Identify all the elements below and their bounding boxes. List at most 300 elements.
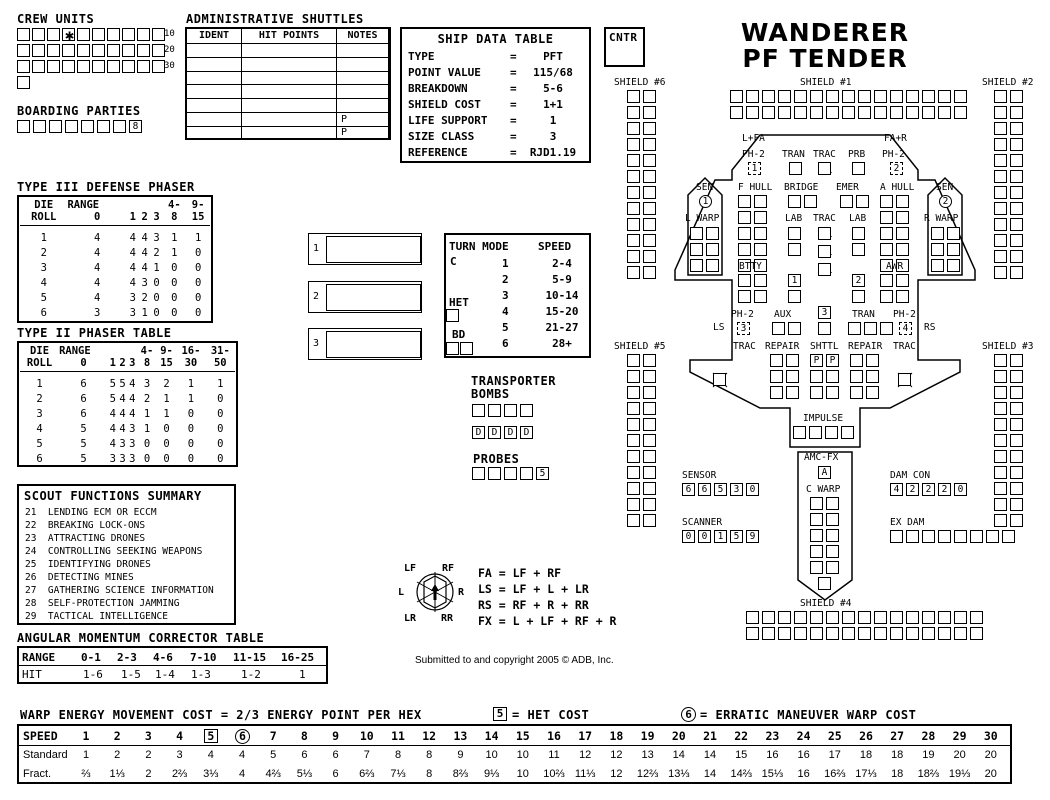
l-warp-box[interactable] xyxy=(690,243,703,256)
shield-1-box[interactable] xyxy=(922,106,935,119)
shield-5-box[interactable] xyxy=(643,482,656,495)
shield-2-box[interactable] xyxy=(994,186,1007,199)
shield-1-box[interactable] xyxy=(778,90,791,103)
sensor-box-left[interactable]: 1 xyxy=(699,195,712,208)
shuttle-note[interactable] xyxy=(337,71,389,85)
shield-4-box[interactable] xyxy=(842,611,855,624)
shield-2-box[interactable] xyxy=(1010,122,1023,135)
repair-box[interactable] xyxy=(850,386,863,399)
shield-3-box[interactable] xyxy=(1010,498,1023,511)
shield-1-box[interactable] xyxy=(730,90,743,103)
shield-5-box[interactable] xyxy=(627,386,640,399)
shield-2-box[interactable] xyxy=(994,218,1007,231)
c-warp-box[interactable] xyxy=(826,513,839,526)
sensor-track-box[interactable]: 6 xyxy=(682,483,695,496)
emer-box[interactable] xyxy=(856,195,869,208)
f-hull-box[interactable] xyxy=(738,195,751,208)
shield-1-box[interactable] xyxy=(938,90,951,103)
impulse-box[interactable] xyxy=(825,426,838,439)
shield-4-box[interactable] xyxy=(794,627,807,640)
shield-5-box[interactable] xyxy=(643,402,656,415)
shield-5-box[interactable] xyxy=(627,370,640,383)
shield-2-box[interactable] xyxy=(1010,170,1023,183)
awr-box[interactable] xyxy=(880,274,893,287)
shield-2-box[interactable] xyxy=(994,266,1007,279)
sensor-track-box[interactable]: 0 xyxy=(746,483,759,496)
probe-box[interactable] xyxy=(472,467,485,480)
shield-1-box[interactable] xyxy=(890,106,903,119)
shield-2-box[interactable] xyxy=(1010,250,1023,263)
l-warp-box[interactable] xyxy=(706,227,719,240)
shield-1-box[interactable] xyxy=(890,90,903,103)
transporter-bomb-box[interactable] xyxy=(520,404,533,417)
shuttle-cell[interactable] xyxy=(187,99,242,113)
shield-4-box[interactable] xyxy=(906,627,919,640)
shuttle-bay-box[interactable] xyxy=(818,322,831,335)
lab-box[interactable] xyxy=(852,243,865,256)
shield-5-box[interactable] xyxy=(627,354,640,367)
shield-1-box[interactable] xyxy=(746,90,759,103)
shield-4-box[interactable] xyxy=(746,627,759,640)
impulse-box[interactable] xyxy=(793,426,806,439)
shield-2-box[interactable] xyxy=(1010,266,1023,279)
shield-6-box[interactable] xyxy=(627,106,640,119)
shield-1-box[interactable] xyxy=(858,106,871,119)
shield-6-box[interactable] xyxy=(643,186,656,199)
shield-6-box[interactable] xyxy=(643,234,656,247)
crew-unit-box[interactable] xyxy=(47,44,60,57)
bridge-box[interactable] xyxy=(804,195,817,208)
shuttle-cell[interactable] xyxy=(242,71,337,85)
c-warp-box[interactable] xyxy=(810,545,823,558)
c-warp-box[interactable] xyxy=(826,561,839,574)
pf-slot[interactable] xyxy=(308,281,422,313)
shield-4-box[interactable] xyxy=(890,611,903,624)
crew-unit-box[interactable] xyxy=(32,28,45,41)
shield-1-box[interactable] xyxy=(954,106,967,119)
sensor-track-box[interactable]: 5 xyxy=(714,483,727,496)
shield-2-box[interactable] xyxy=(994,170,1007,183)
excess-damage-box[interactable] xyxy=(1002,530,1015,543)
repair-box[interactable] xyxy=(786,386,799,399)
shield-2-box[interactable] xyxy=(1010,202,1023,215)
shield-6-box[interactable] xyxy=(643,170,656,183)
shield-3-box[interactable] xyxy=(994,370,1007,383)
shuttle-bay-box[interactable] xyxy=(852,290,865,303)
crew-unit-box[interactable] xyxy=(17,76,30,89)
shield-6-box[interactable] xyxy=(643,250,656,263)
impulse-box[interactable] xyxy=(841,426,854,439)
shield-3-box[interactable] xyxy=(994,514,1007,527)
shield-4-box[interactable] xyxy=(954,611,967,624)
emer-box[interactable] xyxy=(840,195,853,208)
shield-2-box[interactable] xyxy=(1010,90,1023,103)
awr-box[interactable] xyxy=(896,290,909,303)
transporter-box[interactable] xyxy=(880,322,893,335)
boarding-party-box[interactable] xyxy=(17,120,30,133)
repair-box[interactable] xyxy=(850,354,863,367)
shield-5-box[interactable] xyxy=(627,402,640,415)
shield-5-box[interactable] xyxy=(643,514,656,527)
shield-4-box[interactable] xyxy=(890,627,903,640)
dummy-bomb-box[interactable]: D xyxy=(472,426,485,439)
l-warp-box[interactable] xyxy=(706,243,719,256)
shield-1-box[interactable] xyxy=(826,90,839,103)
transporter-bomb-box[interactable] xyxy=(504,404,517,417)
crew-unit-box[interactable] xyxy=(47,28,60,41)
a-hull-box[interactable] xyxy=(896,195,909,208)
shield-5-box[interactable] xyxy=(643,418,656,431)
excess-damage-box[interactable] xyxy=(938,530,951,543)
shield-4-box[interactable] xyxy=(826,627,839,640)
shuttle-box[interactable] xyxy=(810,370,823,383)
shuttle-box[interactable] xyxy=(826,370,839,383)
scanner-track-box[interactable]: 5 xyxy=(730,530,743,543)
shield-1-box[interactable] xyxy=(954,90,967,103)
scanner-track-box[interactable]: 1 xyxy=(714,530,727,543)
shield-3-box[interactable] xyxy=(1010,466,1023,479)
repair-box[interactable] xyxy=(866,386,879,399)
shield-6-box[interactable] xyxy=(643,266,656,279)
probe-box[interactable] xyxy=(504,467,517,480)
repair-box[interactable] xyxy=(866,354,879,367)
shield-3-box[interactable] xyxy=(1010,482,1023,495)
bd-box[interactable] xyxy=(446,342,459,355)
crew-unit-box[interactable] xyxy=(107,28,120,41)
crew-unit-box[interactable] xyxy=(107,60,120,73)
lab-box[interactable] xyxy=(788,243,801,256)
c-warp-box[interactable] xyxy=(826,545,839,558)
shield-1-box[interactable] xyxy=(794,106,807,119)
f-hull-box[interactable] xyxy=(754,243,767,256)
aux-box[interactable] xyxy=(772,322,785,335)
shield-1-box[interactable] xyxy=(874,106,887,119)
shield-5-box[interactable] xyxy=(627,450,640,463)
shield-6-box[interactable] xyxy=(627,202,640,215)
f-hull-box[interactable] xyxy=(754,227,767,240)
boarding-party-box[interactable] xyxy=(65,120,78,133)
crew-unit-box[interactable] xyxy=(32,60,45,73)
awr-box[interactable] xyxy=(896,274,909,287)
f-hull-box[interactable] xyxy=(738,227,751,240)
shuttle-cell[interactable] xyxy=(187,71,242,85)
r-warp-box[interactable] xyxy=(947,227,960,240)
shield-2-box[interactable] xyxy=(994,90,1007,103)
shield-5-box[interactable] xyxy=(643,498,656,511)
boarding-party-box[interactable] xyxy=(81,120,94,133)
shield-2-box[interactable] xyxy=(1010,154,1023,167)
a-hull-box[interactable] xyxy=(880,195,893,208)
shield-4-box[interactable] xyxy=(778,611,791,624)
a-hull-box[interactable] xyxy=(880,227,893,240)
shield-4-box[interactable] xyxy=(842,627,855,640)
shield-4-box[interactable] xyxy=(954,627,967,640)
crew-unit-box[interactable] xyxy=(47,60,60,73)
c-warp-box[interactable] xyxy=(826,529,839,542)
shuttle-bay-box[interactable]: 2 xyxy=(852,274,865,287)
battery-box[interactable] xyxy=(754,274,767,287)
a-hull-box[interactable] xyxy=(896,211,909,224)
a-hull-box[interactable] xyxy=(896,243,909,256)
f-hull-box[interactable] xyxy=(754,195,767,208)
boarding-party-box[interactable] xyxy=(49,120,62,133)
c-warp-box[interactable] xyxy=(818,577,831,590)
phaser-ph2-rs[interactable]: 4 xyxy=(899,322,912,335)
crew-unit-box[interactable] xyxy=(122,60,135,73)
l-warp-box[interactable] xyxy=(690,227,703,240)
repair-box[interactable] xyxy=(770,370,783,383)
shuttle-note[interactable]: P xyxy=(337,113,389,127)
shield-6-box[interactable] xyxy=(627,138,640,151)
shuttle-cell[interactable] xyxy=(187,85,242,99)
c-warp-box[interactable] xyxy=(810,561,823,574)
shield-3-box[interactable] xyxy=(994,450,1007,463)
shield-2-box[interactable] xyxy=(1010,106,1023,119)
repair-box[interactable] xyxy=(866,370,879,383)
shield-4-box[interactable] xyxy=(794,611,807,624)
shield-2-box[interactable] xyxy=(994,234,1007,247)
shield-6-box[interactable] xyxy=(627,250,640,263)
shield-6-box[interactable] xyxy=(627,154,640,167)
shield-5-box[interactable] xyxy=(627,434,640,447)
probe-box[interactable] xyxy=(520,467,533,480)
awr-box[interactable] xyxy=(880,290,893,303)
lab-box[interactable] xyxy=(852,227,865,240)
impulse-box[interactable] xyxy=(809,426,822,439)
shuttle-bay-box[interactable]: 3 xyxy=(818,306,831,319)
excess-damage-box[interactable] xyxy=(906,530,919,543)
shield-4-box[interactable] xyxy=(746,611,759,624)
transporter-bomb-box[interactable] xyxy=(472,404,485,417)
f-hull-box[interactable] xyxy=(754,211,767,224)
shield-4-box[interactable] xyxy=(762,611,775,624)
shield-6-box[interactable] xyxy=(627,90,640,103)
crew-unit-box[interactable] xyxy=(77,44,90,57)
shield-4-box[interactable] xyxy=(858,627,871,640)
crew-unit-box[interactable] xyxy=(77,28,90,41)
bridge-box[interactable] xyxy=(788,195,801,208)
shield-1-box[interactable] xyxy=(826,106,839,119)
shield-1-box[interactable] xyxy=(794,90,807,103)
boarding-party-box[interactable] xyxy=(33,120,46,133)
repair-box[interactable] xyxy=(850,370,863,383)
crew-unit-box[interactable] xyxy=(107,44,120,57)
shuttle-bay-box[interactable] xyxy=(788,290,801,303)
scanner-track-box[interactable]: 0 xyxy=(698,530,711,543)
shield-2-box[interactable] xyxy=(994,122,1007,135)
shuttle-box[interactable]: P xyxy=(826,354,839,367)
shield-1-box[interactable] xyxy=(906,90,919,103)
shield-6-box[interactable] xyxy=(643,218,656,231)
crew-unit-box[interactable] xyxy=(137,60,150,73)
shield-2-box[interactable] xyxy=(1010,186,1023,199)
l-warp-box[interactable] xyxy=(690,259,703,272)
shield-3-box[interactable] xyxy=(1010,450,1023,463)
tractor-box[interactable] xyxy=(898,373,911,386)
aux-box[interactable] xyxy=(788,322,801,335)
repair-box[interactable] xyxy=(770,386,783,399)
shield-5-box[interactable] xyxy=(627,466,640,479)
excess-damage-box[interactable] xyxy=(922,530,935,543)
shield-3-box[interactable] xyxy=(1010,514,1023,527)
r-warp-box[interactable] xyxy=(947,243,960,256)
shield-4-box[interactable] xyxy=(970,611,983,624)
c-warp-box[interactable] xyxy=(826,497,839,510)
crew-unit-box[interactable] xyxy=(17,60,30,73)
damage-control-box[interactable]: 2 xyxy=(906,483,919,496)
shield-3-box[interactable] xyxy=(994,418,1007,431)
battery-box[interactable] xyxy=(738,290,751,303)
lab-box[interactable] xyxy=(788,227,801,240)
c-warp-box[interactable] xyxy=(810,497,823,510)
sensor-track-box[interactable]: 6 xyxy=(698,483,711,496)
shield-4-box[interactable] xyxy=(810,611,823,624)
shuttle-note[interactable] xyxy=(337,58,389,72)
probe-box[interactable]: 5 xyxy=(536,467,549,480)
shuttle-box[interactable]: P xyxy=(810,354,823,367)
shield-5-box[interactable] xyxy=(643,370,656,383)
shuttle-cell[interactable] xyxy=(187,44,242,58)
shield-5-box[interactable] xyxy=(643,450,656,463)
shield-5-box[interactable] xyxy=(643,466,656,479)
shield-6-box[interactable] xyxy=(627,170,640,183)
shuttle-cell[interactable] xyxy=(187,126,242,140)
shield-4-box[interactable] xyxy=(874,627,887,640)
phaser-ph2-right[interactable]: 2 xyxy=(890,162,903,175)
r-warp-box[interactable] xyxy=(931,259,944,272)
dummy-bomb-box[interactable]: D xyxy=(488,426,501,439)
shield-5-box[interactable] xyxy=(627,418,640,431)
shield-4-box[interactable] xyxy=(922,627,935,640)
shield-1-box[interactable] xyxy=(858,90,871,103)
f-hull-box[interactable] xyxy=(738,243,751,256)
bd-box[interactable] xyxy=(460,342,473,355)
cntr-box[interactable] xyxy=(604,27,645,67)
shuttle-cell[interactable] xyxy=(242,85,337,99)
shield-6-box[interactable] xyxy=(627,266,640,279)
shuttle-bay-box[interactable]: 1 xyxy=(788,274,801,287)
shield-2-box[interactable] xyxy=(994,138,1007,151)
shield-3-box[interactable] xyxy=(1010,354,1023,367)
shield-4-box[interactable] xyxy=(906,611,919,624)
shield-1-box[interactable] xyxy=(842,106,855,119)
shield-3-box[interactable] xyxy=(994,402,1007,415)
shield-4-box[interactable] xyxy=(874,611,887,624)
phaser-ph2-left[interactable]: 1 xyxy=(748,162,761,175)
dummy-bomb-box[interactable]: D xyxy=(504,426,517,439)
pf-slot[interactable] xyxy=(308,328,422,360)
shield-5-box[interactable] xyxy=(627,498,640,511)
crew-unit-box[interactable] xyxy=(17,28,30,41)
transporter-box[interactable] xyxy=(864,322,877,335)
shuttle-cell[interactable] xyxy=(242,99,337,113)
shield-3-box[interactable] xyxy=(994,498,1007,511)
shield-1-box[interactable] xyxy=(842,90,855,103)
excess-damage-box[interactable] xyxy=(970,530,983,543)
shuttle-note[interactable] xyxy=(337,99,389,113)
tractor-box[interactable] xyxy=(818,263,831,276)
r-warp-box[interactable] xyxy=(931,243,944,256)
shield-3-box[interactable] xyxy=(994,466,1007,479)
crew-unit-box[interactable] xyxy=(92,44,105,57)
shuttle-box[interactable] xyxy=(826,386,839,399)
shield-1-box[interactable] xyxy=(922,90,935,103)
shield-5-box[interactable] xyxy=(643,386,656,399)
excess-damage-box[interactable] xyxy=(890,530,903,543)
shuttle-cell[interactable] xyxy=(242,113,337,127)
transporter-box[interactable] xyxy=(789,162,802,175)
shield-1-box[interactable] xyxy=(938,106,951,119)
a-hull-box[interactable] xyxy=(896,227,909,240)
repair-box[interactable] xyxy=(770,354,783,367)
crew-unit-box[interactable] xyxy=(122,44,135,57)
shield-2-box[interactable] xyxy=(1010,218,1023,231)
shield-5-box[interactable] xyxy=(627,482,640,495)
shield-1-box[interactable] xyxy=(762,90,775,103)
shuttle-cell[interactable] xyxy=(187,113,242,127)
shuttle-cell[interactable] xyxy=(187,58,242,72)
shield-4-box[interactable] xyxy=(938,627,951,640)
shield-4-box[interactable] xyxy=(922,611,935,624)
shield-3-box[interactable] xyxy=(994,482,1007,495)
shuttle-note[interactable] xyxy=(337,44,389,58)
shield-5-box[interactable] xyxy=(627,514,640,527)
shield-6-box[interactable] xyxy=(627,234,640,247)
shield-2-box[interactable] xyxy=(994,250,1007,263)
damage-control-box[interactable]: 2 xyxy=(938,483,951,496)
shield-6-box[interactable] xyxy=(643,90,656,103)
l-warp-box[interactable] xyxy=(706,259,719,272)
damage-control-box[interactable]: 0 xyxy=(954,483,967,496)
shield-6-box[interactable] xyxy=(643,106,656,119)
shield-1-box[interactable] xyxy=(762,106,775,119)
shield-1-box[interactable] xyxy=(810,106,823,119)
shield-4-box[interactable] xyxy=(826,611,839,624)
shield-1-box[interactable] xyxy=(810,90,823,103)
crew-unit-box[interactable] xyxy=(92,28,105,41)
shuttle-cell[interactable] xyxy=(242,58,337,72)
boarding-party-box[interactable]: 8 xyxy=(129,120,142,133)
c-warp-box[interactable] xyxy=(810,513,823,526)
tractor-box[interactable] xyxy=(818,245,831,258)
dummy-bomb-box[interactable]: D xyxy=(520,426,533,439)
shield-3-box[interactable] xyxy=(994,354,1007,367)
shield-6-box[interactable] xyxy=(643,138,656,151)
shuttle-note[interactable]: P xyxy=(337,126,389,140)
transporter-bomb-box[interactable] xyxy=(488,404,501,417)
tractor-box[interactable] xyxy=(818,227,831,240)
crew-unit-box[interactable] xyxy=(17,44,30,57)
c-warp-box[interactable] xyxy=(810,529,823,542)
shield-4-box[interactable] xyxy=(970,627,983,640)
transporter-box[interactable] xyxy=(848,322,861,335)
a-hull-box[interactable] xyxy=(880,243,893,256)
shield-2-box[interactable] xyxy=(994,202,1007,215)
shield-4-box[interactable] xyxy=(778,627,791,640)
crew-unit-box[interactable] xyxy=(122,28,135,41)
scanner-track-box[interactable]: 0 xyxy=(682,530,695,543)
probe-launcher-box[interactable] xyxy=(852,162,865,175)
shield-6-box[interactable] xyxy=(643,122,656,135)
shield-3-box[interactable] xyxy=(1010,434,1023,447)
shuttle-cell[interactable] xyxy=(242,126,337,140)
r-warp-box[interactable] xyxy=(931,227,944,240)
damage-control-box[interactable]: 4 xyxy=(890,483,903,496)
amc-box[interactable]: A xyxy=(818,466,831,479)
scanner-track-box[interactable]: 9 xyxy=(746,530,759,543)
shuttle-box[interactable] xyxy=(810,386,823,399)
shuttle-note[interactable] xyxy=(337,85,389,99)
